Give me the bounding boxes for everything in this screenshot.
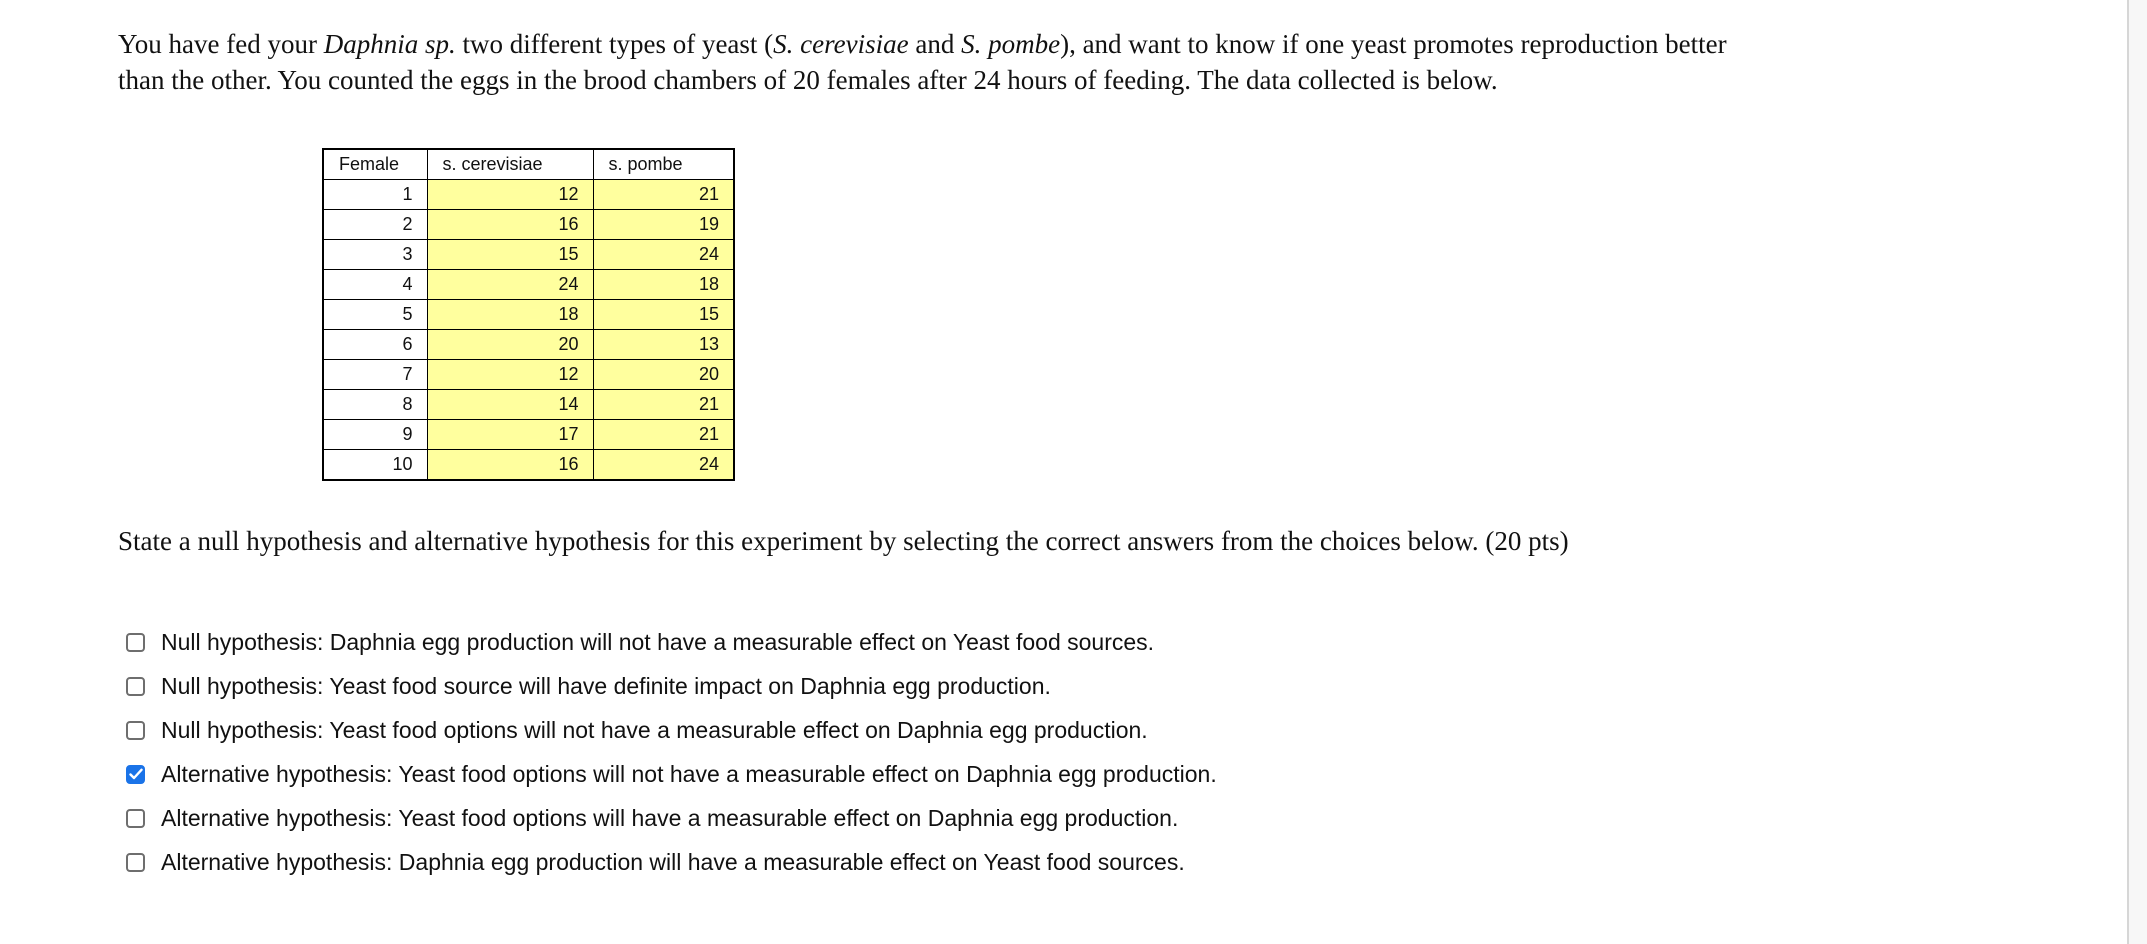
cell-cerevisiae: 20 — [427, 330, 593, 360]
intro-text-2: two different types of yeast ( — [455, 29, 774, 59]
table-row — [323, 240, 734, 270]
table-row — [323, 180, 734, 210]
answer-label: Alternative hypothesis: Daphnia egg production will have a measurable effect on Yeast food sources. — [161, 848, 1185, 875]
answer-option[interactable] — [126, 752, 1217, 796]
cell-cerevisiae: 14 — [427, 390, 593, 420]
intro-text-3: and — [908, 29, 962, 59]
cell-female: 7 — [323, 360, 427, 390]
header-female: Female — [323, 149, 427, 180]
table-row — [323, 420, 734, 450]
answer-checkbox[interactable] — [126, 721, 145, 740]
answer-option[interactable] — [126, 796, 1217, 840]
cell-female: 10 — [323, 450, 427, 481]
answer-checkbox[interactable] — [126, 853, 145, 872]
cell-female: 4 — [323, 270, 427, 300]
table-row — [323, 330, 734, 360]
answer-option[interactable] — [126, 708, 1217, 752]
header-cerevisiae: s. cerevisiae — [427, 149, 593, 180]
answer-option[interactable] — [126, 840, 1217, 884]
table-row — [323, 450, 734, 481]
answer-options — [126, 620, 1217, 884]
cell-cerevisiae: 16 — [427, 450, 593, 481]
cell-cerevisiae: 12 — [427, 180, 593, 210]
cell-cerevisiae: 17 — [427, 420, 593, 450]
cell-pombe: 24 — [593, 450, 734, 481]
cell-cerevisiae: 12 — [427, 360, 593, 390]
cell-female: 5 — [323, 300, 427, 330]
intro-text-4: ), and want to know if one yeast promotes reproduction better than the other. You counted the eggs in the brood chambers of 20 females after 24 hours of feeding. The data collected is below. — [118, 29, 1727, 95]
cell-pombe: 13 — [593, 330, 734, 360]
table-row — [323, 300, 734, 330]
answer-option[interactable] — [126, 620, 1217, 664]
table-row — [323, 390, 734, 420]
answer-checkbox[interactable] — [126, 809, 145, 828]
table-header-row — [323, 149, 734, 180]
checkmark-icon — [129, 768, 143, 780]
cell-pombe: 21 — [593, 390, 734, 420]
cell-female: 6 — [323, 330, 427, 360]
answer-checkbox[interactable] — [126, 677, 145, 696]
table-row — [323, 270, 734, 300]
cell-female: 1 — [323, 180, 427, 210]
question-prompt: State a null hypothesis and alternative hypothesis for this experiment by selecting the correct answers from the choices below. (20 pts) — [118, 526, 1569, 556]
answer-option[interactable] — [126, 664, 1217, 708]
table-row — [323, 210, 734, 240]
answer-label: Alternative hypothesis: Yeast food options will not have a measurable effect on Daphnia egg production. — [161, 760, 1217, 787]
cell-pombe: 24 — [593, 240, 734, 270]
egg-count-table — [322, 148, 735, 481]
cell-female: 2 — [323, 210, 427, 240]
cell-cerevisiae: 16 — [427, 210, 593, 240]
cell-pombe: 20 — [593, 360, 734, 390]
scrollbar[interactable] — [2127, 0, 2147, 944]
cell-cerevisiae: 18 — [427, 300, 593, 330]
intro-species: Daphnia sp. — [323, 29, 456, 59]
question-intro — [118, 26, 1758, 98]
cell-pombe: 15 — [593, 300, 734, 330]
cell-cerevisiae: 15 — [427, 240, 593, 270]
cell-pombe: 21 — [593, 180, 734, 210]
cell-pombe: 18 — [593, 270, 734, 300]
header-pombe: s. pombe — [593, 149, 734, 180]
intro-yeast-2: S. pombe — [961, 29, 1061, 59]
cell-pombe: 19 — [593, 210, 734, 240]
intro-yeast-1: S. cerevisiae — [773, 29, 909, 59]
cell-cerevisiae: 24 — [427, 270, 593, 300]
answer-label: Null hypothesis: Daphnia egg production will not have a measurable effect on Yeast food sources. — [161, 628, 1155, 655]
cell-female: 9 — [323, 420, 427, 450]
table-body — [323, 180, 734, 481]
answer-checkbox[interactable] — [126, 633, 145, 652]
cell-female: 8 — [323, 390, 427, 420]
cell-female: 3 — [323, 240, 427, 270]
intro-text-1: You have fed your — [118, 29, 324, 59]
cell-pombe: 21 — [593, 420, 734, 450]
table-row — [323, 360, 734, 390]
answer-label: Null hypothesis: Yeast food source will have definite impact on Daphnia egg production. — [161, 672, 1051, 699]
answer-label: Null hypothesis: Yeast food options will not have a measurable effect on Daphnia egg production. — [161, 716, 1148, 743]
answer-label: Alternative hypothesis: Yeast food options will have a measurable effect on Daphnia egg production. — [161, 804, 1179, 831]
answer-checkbox[interactable] — [126, 765, 145, 784]
